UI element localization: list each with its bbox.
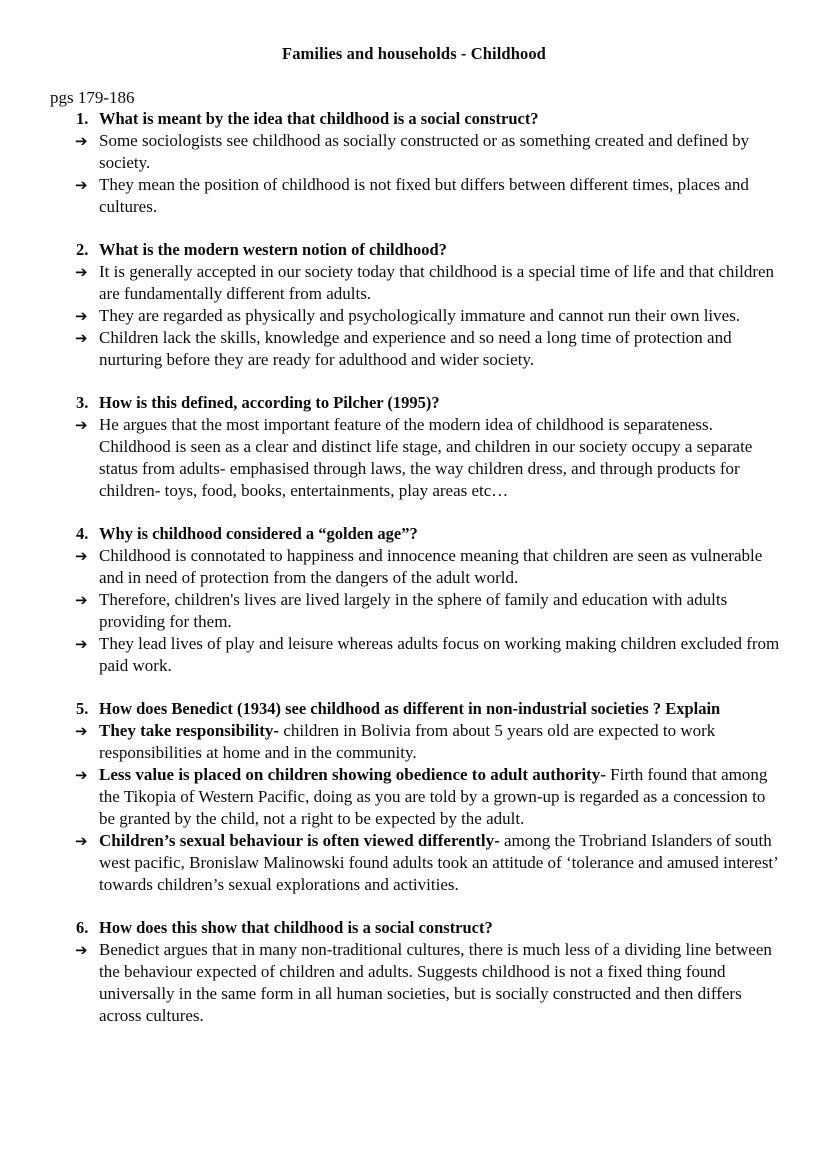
question-heading — [0, 108, 828, 130]
bullet-item — [0, 939, 828, 1027]
arrow-right-icon: ➔ — [75, 307, 88, 326]
page-title: Families and households - Childhood — [282, 44, 546, 63]
arrow-right-icon: ➔ — [75, 941, 88, 960]
question-heading-text: What is the modern western notion of childhood? — [99, 240, 447, 260]
bullet-text: among the Trobriand Islanders of south west pacific, Bronislaw Malinowski found adults took an attitude of ‘tolerance and amused interest’ towards children’s sexual explorations and activities. — [99, 831, 778, 895]
arrow-right-icon: ➔ — [75, 547, 88, 566]
arrow-right-icon: ➔ — [75, 591, 88, 610]
question-heading — [0, 698, 828, 720]
question-heading — [0, 239, 828, 261]
bullet-item — [0, 130, 828, 174]
arrow-right-icon: ➔ — [75, 635, 88, 654]
bullet-item — [0, 327, 828, 371]
question-heading-text: What is meant by the idea that childhood is a social construct? — [99, 109, 539, 129]
bullet-lead-in: Children’s sexual behaviour is often viewed differently- — [99, 831, 500, 851]
question-list — [0, 108, 828, 1027]
bullet-item — [0, 830, 828, 896]
arrow-right-icon: ➔ — [75, 766, 88, 785]
question-block — [0, 523, 828, 677]
bullet-lead-in: They take responsibility- — [99, 721, 280, 741]
bullet-list — [0, 720, 828, 896]
arrow-right-icon: ➔ — [75, 329, 88, 348]
arrow-right-icon: ➔ — [75, 832, 88, 851]
bullet-item — [0, 545, 828, 589]
bullet-text: They lead lives of play and leisure whereas adults focus on working making children excluded from paid work. — [99, 634, 780, 676]
question-block — [0, 108, 828, 218]
bullet-item — [0, 589, 828, 633]
bullet-item — [0, 414, 828, 502]
question-heading-text: How is this defined, according to Pilcher (1995)? — [99, 393, 440, 413]
bullet-text: Some sociologists see childhood as socially constructed or as something created and defined by society. — [99, 131, 750, 173]
question-block — [0, 239, 828, 371]
question-heading — [0, 523, 828, 545]
bullet-text: They mean the position of childhood is not fixed but differs between different times, places and cultures. — [99, 175, 749, 217]
bullet-text: It is generally accepted in our society today that childhood is a special time of life and that children are fundamentally different from adults. — [99, 262, 775, 304]
question-number: 1. — [76, 109, 89, 129]
bullet-item — [0, 305, 828, 327]
question-number: 5. — [76, 699, 89, 719]
bullet-text: Firth found that among the Tikopia of Western Pacific, doing as you are told by a grown-up is regarded as a concession to be granted by the child, not a right to be expected by the adult. — [99, 765, 768, 829]
question-number: 2. — [76, 240, 89, 260]
arrow-right-icon: ➔ — [75, 722, 88, 741]
arrow-right-icon: ➔ — [75, 176, 88, 195]
question-block — [0, 917, 828, 1027]
bullet-list — [0, 545, 828, 677]
arrow-right-icon: ➔ — [75, 416, 88, 435]
bullet-text: Benedict argues that in many non-traditional cultures, there is much less of a dividing line between the behaviour expected of children and adults. Suggests childhood is not a fixed thing found universally in the same form in all human societies, but is socially constructed and then differs across cultures. — [99, 940, 772, 1026]
bullet-text: children in Bolivia from about 5 years old are expected to work responsibilities at home and in the community. — [99, 721, 716, 763]
arrow-right-icon: ➔ — [75, 263, 88, 282]
bullet-text: Therefore, children's lives are lived largely in the sphere of family and education with adults providing for them. — [99, 590, 728, 632]
bullet-list — [0, 939, 828, 1027]
question-block — [0, 698, 828, 896]
bullet-text: Childhood is connotated to happiness and innocence meaning that children are seen as vulnerable and in need of protection from the dangers of the adult world. — [99, 546, 763, 588]
question-heading-text: How does Benedict (1934) see childhood as different in non-industrial societies ? Explain — [99, 699, 721, 719]
question-heading — [0, 917, 828, 939]
question-number: 3. — [76, 393, 89, 413]
bullet-lead-in: Less value is placed on children showing obedience to adult authority- — [99, 765, 606, 785]
question-heading-text: Why is childhood considered a “golden age”? — [99, 524, 418, 544]
bullet-item — [0, 261, 828, 305]
question-block — [0, 392, 828, 502]
bullet-text: They are regarded as physically and psychologically immature and cannot run their own lives. — [99, 306, 741, 326]
bullet-text: Children lack the skills, knowledge and experience and so need a long time of protection and nurturing before they are ready for adulthood and wider society. — [99, 328, 732, 370]
bullet-list — [0, 261, 828, 371]
question-heading-text: How does this show that childhood is a social construct? — [99, 918, 493, 938]
page-reference: pgs 179-186 — [50, 87, 135, 107]
bullet-text: He argues that the most important feature of the modern idea of childhood is separateness. Childhood is seen as a clear and distinct life stage, and children in our society occupy a separate status from adults- emphasised through laws, the way children dress, and through products for children- toys, food, books, entertainments, play areas etc… — [99, 415, 753, 501]
question-number: 6. — [76, 918, 89, 938]
bullet-item — [0, 633, 828, 677]
bullet-item — [0, 764, 828, 830]
arrow-right-icon: ➔ — [75, 132, 88, 151]
question-number: 4. — [76, 524, 89, 544]
bullet-list — [0, 414, 828, 502]
bullet-item — [0, 720, 828, 764]
question-heading — [0, 392, 828, 414]
bullet-item — [0, 174, 828, 218]
bullet-list — [0, 130, 828, 218]
